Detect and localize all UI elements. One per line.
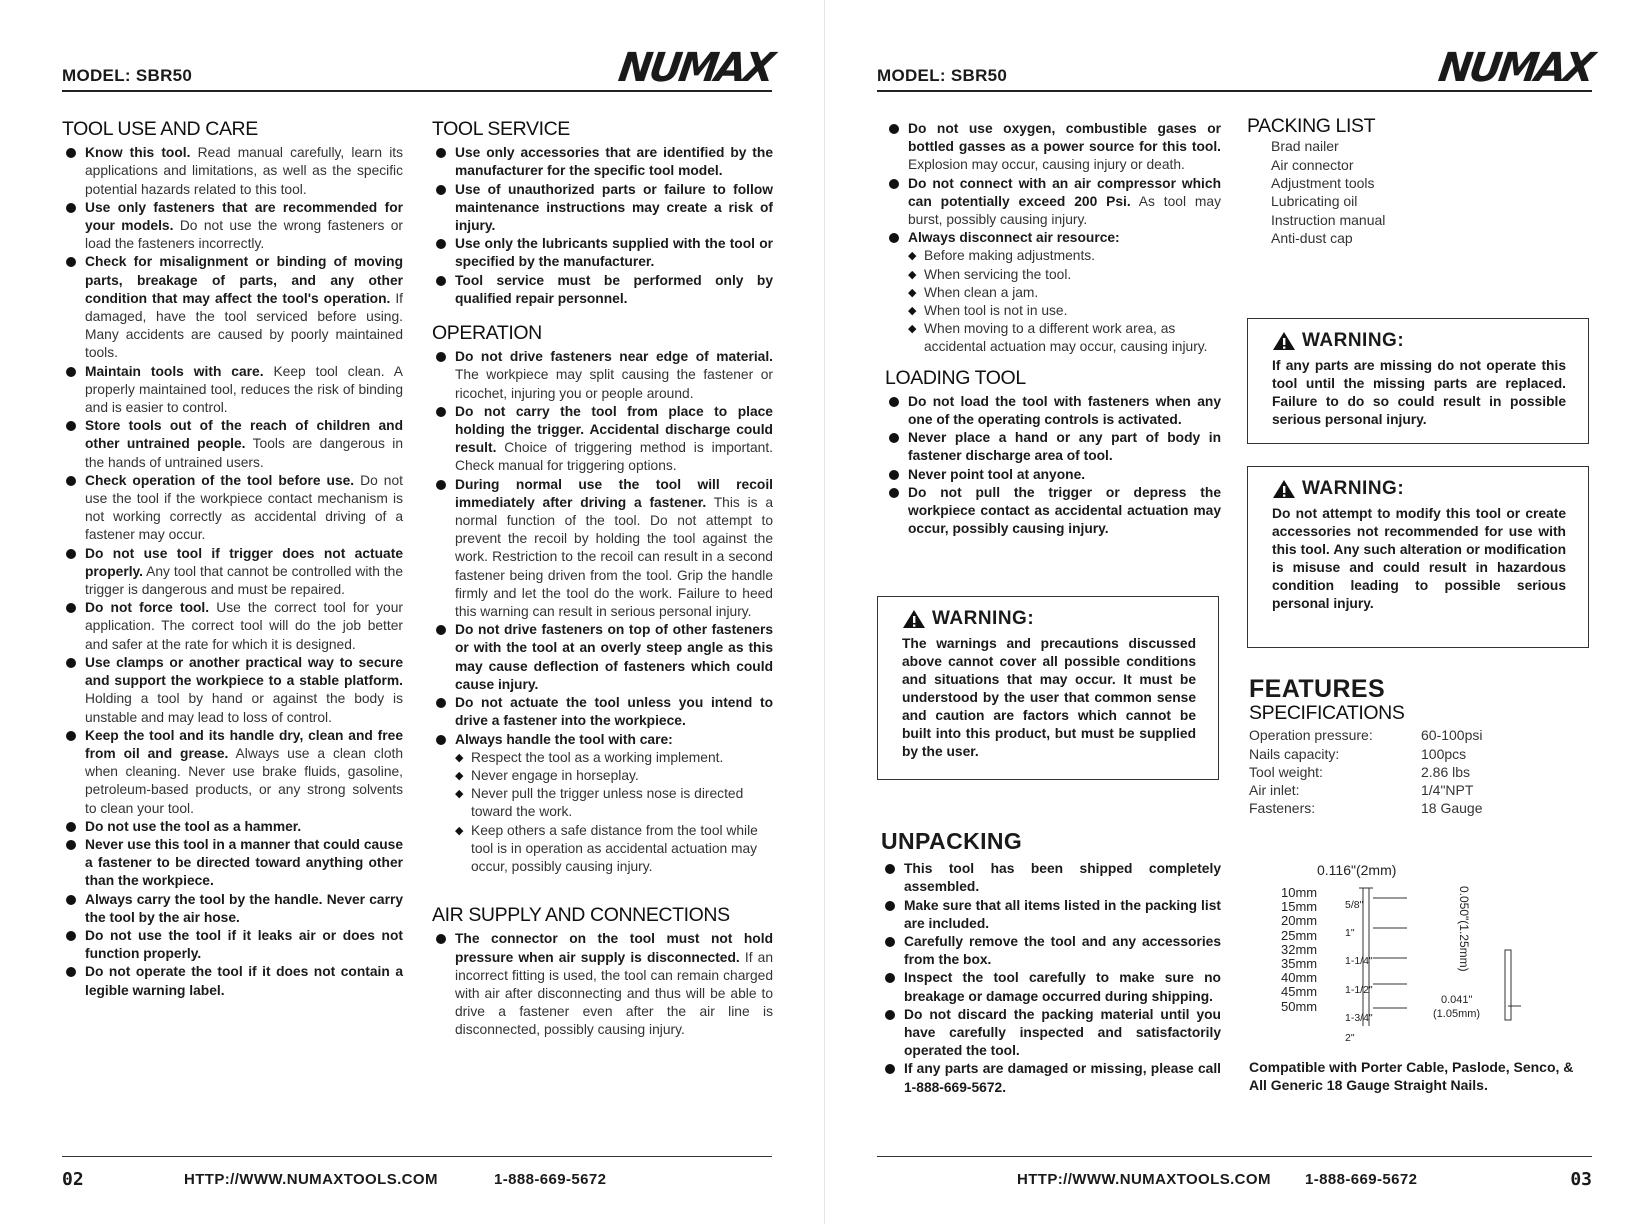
warning-text: The warnings and precautions discussed above cannot cover all possible conditions and situations that may occur. It must be understood by the user that common sense and caution are factors which cannot be built into this product, but must be supplied by the user. [902, 636, 1196, 759]
warning-triangle-icon [902, 609, 926, 629]
spec-value: 60-100psi [1421, 727, 1483, 744]
list-item [62, 599, 403, 654]
packing-item: Lubricating oil [1271, 193, 1358, 210]
spec-key: Fasteners: [1249, 800, 1316, 817]
warning-text: Do not attempt to modify this tool or create accessories not recommended for use with this tool. Any such alteration or modification is misuse and could result in hazardous condition leading to possible serious personal injury. [1272, 506, 1566, 611]
item-bold-text: Do not discard the packing material until you have carefully inspected and satisfactorily operated the tool. [904, 1006, 1221, 1059]
brand-logo: NUMAX [616, 45, 776, 91]
nail-mm-label: 25mm [1281, 927, 1318, 943]
list-item [885, 393, 1221, 429]
item-bold-text: Check for misalignment or binding of moving parts, breakage of parts, and any other condition that may affect the tool's operation. [85, 254, 403, 306]
item-text: Use the correct tool for your application. The correct tool will do the job better and safer at the rate for which it is designed. [85, 600, 403, 652]
item-text: Tools are dangerous in the hands of untrained users. [85, 436, 403, 470]
section-title: UNPACKING [881, 828, 1023, 854]
list-item [885, 229, 1221, 247]
model-label: MODEL: SBR50 [62, 66, 193, 85]
operation-list [432, 348, 773, 748]
list-item [62, 963, 403, 999]
list-item [432, 235, 773, 271]
section-title: TOOL SERVICE [432, 118, 570, 140]
item-bold-text: Do not load the tool with fasteners when any one of the operating controls is activated. [908, 393, 1221, 428]
right-page [824, 0, 1648, 1224]
specifications-title: SPECIFICATIONS [1249, 702, 1405, 725]
sub-list-item: ◆ Keep others a safe distance from the tool while tool is in operation as accidental actuation may occur, possibly causing injury. [455, 822, 773, 877]
item-bold-text: Use only the lubricants supplied with the tool or specified by the manufacturer. [455, 236, 773, 270]
list-item [432, 694, 773, 730]
footer [62, 1156, 772, 1208]
nail-mm-label: 15mm [1281, 899, 1318, 915]
features-title: FEATURES [1249, 675, 1386, 703]
list-item [62, 891, 403, 927]
sub-list-item: ◆ When servicing the tool. [908, 266, 1221, 284]
sub-list-item: ◆ Never pull the trigger unless nose is directed toward the work. [455, 785, 773, 821]
page-header [62, 45, 776, 92]
packing-item: Air connector [1271, 156, 1354, 173]
item-bold-text: Do not use the tool if it leaks air or does not function properly. [85, 927, 403, 962]
item-bold-text: Inspect the tool carefully to make sure no breakage or damage occurred during shipping. [904, 970, 1221, 1004]
packing-item: Adjustment tools [1271, 175, 1375, 192]
item-bold-text: Make sure that all items listed in the packing list are included. [904, 897, 1221, 931]
sub-list-item: ◆ Before making adjustments. [908, 247, 1221, 265]
warning-triangle-icon [1272, 331, 1296, 351]
list-item [885, 466, 1221, 484]
spec-table [1249, 726, 1589, 817]
spec-key: Tool weight: [1249, 763, 1323, 780]
spec-row [1249, 745, 1589, 763]
item-bold-text: Do not operate the tool if it does not contain a legible warning label. [85, 964, 403, 998]
list-item [62, 818, 403, 836]
service-list [432, 144, 773, 308]
nail-mm-label: 20mm [1281, 913, 1318, 929]
item-bold-text: This tool has been shipped completely assembled. [904, 861, 1221, 895]
item-text: Explosion may occur, causing injury or death. [908, 157, 1185, 173]
warning-title: WARNING: [1272, 331, 1566, 351]
nail-inch-label: 1" [1345, 927, 1355, 940]
section-title: TOOL USE AND CARE [62, 118, 258, 140]
packing-items [1247, 137, 1547, 247]
item-text: Keep tool clean. A properly maintained tool, reduces the risk of binding and is easier to control. [85, 363, 403, 416]
warning-title: WARNING: [1272, 479, 1566, 499]
list-item [881, 897, 1221, 933]
list-item [62, 927, 403, 963]
item-bold-text: Do not pull the trigger or depress the workpiece contact as accidental actuation may occur, possibly causing injury. [908, 484, 1221, 537]
nail-inch-label: 1-1/4" [1345, 955, 1373, 968]
unpacking-list [881, 860, 1221, 1097]
item-text: This is a normal function of the tool. Do not attempt to prevent the recoil by holding the tool against the work. Restriction to the recoil can result in a second fastener being driven from the tool. Grip the handle firmly and let the tool do the work. Failure to heed this warning can result in serious personal injury. [455, 494, 774, 620]
footer-url[interactable]: HTTP://WWW.NUMAXTOOLS.COM [184, 1171, 438, 1188]
item-bold-text: Do not use the tool as a hammer. [85, 818, 302, 834]
features-section [1249, 675, 1589, 817]
list-item [432, 621, 773, 694]
item-bold-text: Maintain tools with care. [85, 363, 264, 379]
list-item [885, 484, 1221, 539]
list-item [881, 933, 1221, 969]
packing-list-section [1247, 117, 1547, 248]
list-item [881, 969, 1221, 1005]
packing-item: Anti-dust cap [1271, 230, 1353, 247]
spec-row [1249, 726, 1589, 744]
warning-box-2 [1247, 466, 1589, 648]
list-item [432, 731, 773, 749]
nail-inch-label: 2" [1345, 1032, 1355, 1045]
item-text: Choice of triggering method is important. Check manual for triggering options. [455, 440, 773, 474]
item-text: Do not use the tool if the workpiece contact mechanism is not working correctly as accidental driving of a fastener may occur. [85, 472, 403, 543]
item-bold-text: Always disconnect air resource: [908, 230, 1120, 246]
item-text: Always use a clean cloth when cleaning. Never use brake fluids, gasoline, petroleum-based products, or any strong solvents to clean your tool. [85, 745, 404, 816]
list-item [432, 403, 773, 476]
sub-list-item: ◆ When clean a jam. [908, 284, 1221, 302]
tool-service-section [432, 120, 773, 1040]
spec-value: 1/4"NPT [1421, 782, 1474, 799]
item-bold-text: Do not actuate the tool unless you intend to drive a fastener into the workpiece. [455, 695, 773, 729]
item-bold-text: Do not connect with an air compressor which can potentially exceed 200 Psi. [908, 175, 1221, 209]
gauge-label-a: 0.041" [1441, 994, 1473, 1006]
sub-list-item: ◆ Respect the tool as a working implement. [455, 749, 773, 767]
section-title: LOADING TOOL [885, 366, 1026, 389]
list-item [432, 348, 773, 403]
right-col-1 [885, 120, 1221, 538]
compatible-note: Compatible with Porter Cable, Paslode, Senco, & All Generic 18 Gauge Straight Nails. [1249, 1059, 1574, 1094]
section-title: AIR SUPPLY AND CONNECTIONS [432, 904, 730, 927]
footer-phone: 1-888-669-5672 [1305, 1171, 1418, 1188]
footer-phone: 1-888-669-5672 [494, 1171, 607, 1188]
spec-value: 18 Gauge [1421, 800, 1483, 817]
warning-text: If any parts are missing do not operate this tool until the missing parts are replaced. Failure to do so could result in possible serious personal injury. [1272, 358, 1566, 427]
list-item [62, 253, 403, 362]
item-bold-text: Use of unauthorized parts or failure to follow maintenance instructions may create a risk of injury. [455, 181, 773, 234]
spec-key: Operation pressure: [1249, 727, 1373, 744]
item-bold-text: Carefully remove the tool and any accessories from the box. [904, 934, 1221, 968]
list-item [432, 476, 773, 622]
item-bold-text: Always handle the tool with care: [455, 731, 673, 747]
list-item [881, 860, 1221, 896]
list-item [881, 1006, 1221, 1061]
brand-logo: NUMAX [1436, 45, 1596, 91]
warning-triangle-icon [1272, 479, 1296, 499]
tool-use-list [62, 144, 403, 1000]
list-item [62, 363, 403, 418]
list-item [432, 144, 773, 180]
warning-title: WARNING: [902, 609, 1196, 629]
warning-box-1 [1247, 318, 1589, 444]
list-item [62, 654, 403, 727]
packing-item: Brad nailer [1271, 138, 1339, 155]
operation-sublist [432, 749, 773, 876]
item-bold-text: Keep the tool and its handle dry, clean and free from oil and grease. [85, 727, 403, 761]
warning-box-main [877, 596, 1219, 780]
loading-list [885, 393, 1221, 539]
spec-key: Nails capacity: [1249, 745, 1340, 762]
list-item [62, 836, 403, 891]
air-safety-list [885, 120, 1221, 247]
nail-mm-label: 35mm [1281, 956, 1318, 972]
spec-row [1249, 781, 1589, 799]
item-bold-text: Do not drive fasteners on top of other fasteners or with the tool at an overly steep angle as this may cause deflection of fasteners which could cause injury. [455, 622, 773, 692]
sub-list-item: ◆ Never engage in horseplay. [455, 767, 773, 785]
item-bold-text: Store tools out of the reach of children and other untrained people. [85, 418, 403, 452]
item-bold-text: Do not use oxygen, combustible gases or bottled gasses as a power source for this tool. [908, 121, 1221, 155]
page-number: 03 [1570, 1169, 1592, 1190]
list-item [62, 545, 403, 600]
gauge-label-b: (1.05mm) [1433, 1008, 1481, 1020]
nail-inch-labels [1345, 898, 1373, 1045]
list-item [62, 727, 403, 818]
nail-width-label: 0.116"(2mm) [1317, 862, 1397, 878]
item-bold-text: Do not carry the tool from place to place holding the trigger. Accidental discharge could result. [455, 403, 773, 456]
packing-item: Instruction manual [1271, 211, 1386, 228]
list-item [62, 417, 403, 472]
list-item [885, 429, 1221, 465]
item-bold-text: Use clamps or another practical way to secure and support the workpiece to a stable platform. [85, 654, 403, 689]
item-bold-text: Never use this tool in a manner that could cause a fastener to be directed toward anything other than the workpiece. [85, 836, 403, 889]
item-text: Do not use the wrong fasteners or load the fasteners incorrectly. [85, 218, 404, 252]
item-bold-text: Always carry the tool by the handle. Never carry the tool by the air hose. [85, 891, 403, 925]
item-bold-text: Use only fasteners that are recommended for your models. [85, 199, 403, 234]
footer [877, 1156, 1592, 1208]
item-text: Holding a tool by hand or against the body is unstable and may lead to loss of control. [85, 691, 403, 725]
item-bold-text: Never place a hand or any part of body in fastener discharge area of tool. [908, 430, 1221, 464]
item-bold-text: Do not drive fasteners near edge of material. [455, 349, 773, 365]
list-item [432, 181, 773, 236]
item-bold-text: Never point tool at anyone. [908, 466, 1086, 482]
nail-inch-label: 1-3/4" [1345, 1011, 1373, 1024]
nail-thickness-label: 0.050"(1.25mm) [1457, 886, 1471, 972]
section-title: PACKING LIST [1247, 115, 1376, 137]
spec-value: 100pcs [1421, 745, 1467, 762]
item-bold-text: Use only accessories that are identified by the manufacturer for the specific tool model. [455, 145, 773, 179]
item-bold-text: Do not use tool if trigger does not actuate properly. [85, 545, 403, 579]
tool-use-section [62, 120, 403, 1000]
unpacking-section [881, 828, 1221, 1097]
item-text: If damaged, have the tool serviced before using. Many accidents are caused by poorly maintained tools. [85, 290, 403, 361]
list-item [432, 272, 773, 308]
nail-mm-label: 40mm [1281, 970, 1318, 986]
nail-mm-label: 10mm [1281, 885, 1318, 900]
item-bold-text: Know this tool. [85, 145, 191, 161]
list-item [885, 175, 1221, 230]
nail-mm-label: 50mm [1281, 998, 1318, 1014]
page-header [877, 45, 1596, 92]
nail-inch-label: 5/8" [1345, 899, 1364, 911]
item-text: The workpiece may split causing the fastener or ricochet, injuring you or people around. [455, 367, 773, 401]
item-text: If an incorrect fitting is used, the tool can remain charged with air after disconnecting and thus will be able to drive a fastener even after the air line is disconnected, possibly causing injury. [455, 949, 773, 1038]
nail-size-diagram [1247, 862, 1587, 1045]
item-bold-text: Tool service must be performed only by qualified repair personnel. [455, 272, 773, 306]
item-bold-text: If any parts are damaged or missing, please call 1-888-669-5672. [904, 1061, 1221, 1095]
nail-mm-label: 45mm [1281, 984, 1318, 1000]
disconnect-sublist [885, 247, 1221, 356]
item-bold-text: During normal use the tool will recoil immediately after driving a fastener. [455, 476, 773, 510]
list-item [432, 930, 773, 1039]
item-text: Any tool that cannot be controlled with the trigger is dangerous and must be repaired. [85, 563, 403, 598]
sub-list-item: ◆ When tool is not in use. [908, 302, 1221, 320]
list-item [62, 199, 403, 254]
spec-row [1249, 763, 1589, 781]
model-label: MODEL: SBR50 [877, 66, 1008, 85]
spec-row [1249, 799, 1589, 817]
list-item [62, 472, 403, 545]
spec-key: Air inlet: [1249, 782, 1300, 799]
nail-mm-labels [1281, 886, 1317, 1014]
list-item [881, 1060, 1221, 1096]
item-text: As tool may burst, possibly causing injury. [908, 193, 1221, 228]
list-item [62, 144, 403, 199]
page-number: 02 [62, 1169, 84, 1190]
nail-mm-label: 32mm [1281, 941, 1318, 957]
list-item [885, 120, 1221, 175]
nail-inch-label: 1-1/2" [1345, 983, 1373, 996]
item-bold-text: Do not force tool. [85, 600, 210, 616]
footer-url[interactable]: HTTP://WWW.NUMAXTOOLS.COM [1017, 1171, 1271, 1188]
spec-value: 2.86 lbs [1421, 763, 1471, 780]
sub-list-item: ◆ When moving to a different work area, as accidental actuation may occur, causing injury. [908, 320, 1221, 356]
item-text: Read manual carefully, learn its applications and limitations, as well as the specific potential hazards related to this tool. [85, 145, 403, 197]
air-list [432, 930, 773, 1039]
item-bold-text: Check operation of the tool before use. [85, 472, 355, 488]
section-title: OPERATION [432, 322, 542, 345]
item-bold-text: The connector on the tool must not hold pressure when air supply is disconnected. [455, 931, 773, 965]
